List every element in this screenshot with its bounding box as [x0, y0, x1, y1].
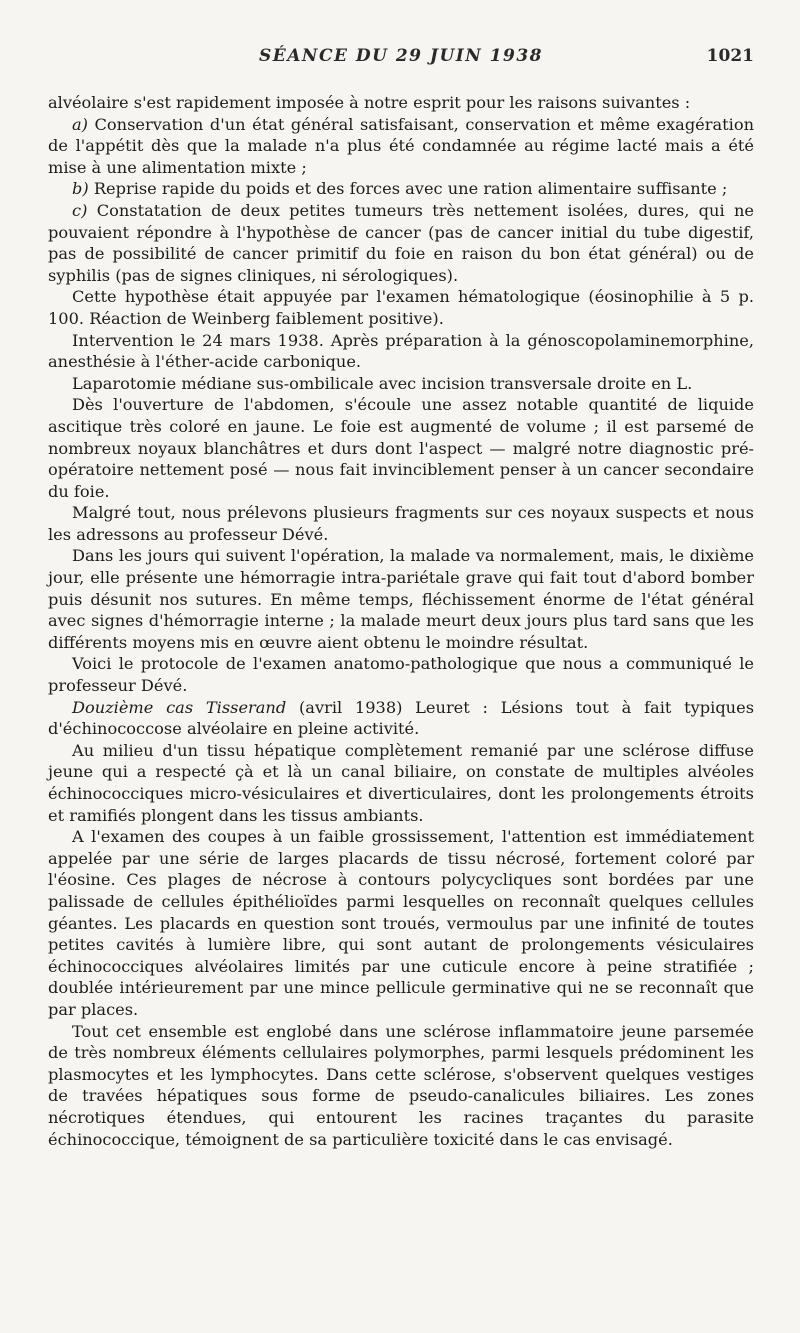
list-item-a — [48, 114, 754, 179]
paragraph-text: alvéolaire s'est rapidement imposée à notre esprit pour les raisons suivantes : — [48, 93, 691, 112]
paragraph — [48, 502, 754, 545]
paragraph-text: Dès l'ouverture de l'abdomen, s'écoule une assez notable quantité de liquide ascitique très coloré en jaune. Le foie est augmenté de volume ; il est parsemé de nombreux noyaux blanchâtres et durs dont l'aspect — malgré notre diagnostic pré-opératoire nettement posé — nous fait invinciblement penser à un cancer secondaire du foie. — [48, 395, 754, 501]
paragraph-text: Constatation de deux petites tumeurs très nettement isolées, dures, qui ne pouvaient répondre à l'hypothèse de cancer (pas de cancer initial du tube digestif, pas de possibilité de cancer primitif du foie en raison du bon état général) ou de syphilis (pas de signes cliniques, ni sérologiques). — [48, 200, 754, 285]
paragraph-text: Cette hypothèse était appuyée par l'examen hématologique (éosinophilie à 5 p. 100. Réaction de Weinberg faiblement positive). — [48, 287, 754, 328]
paragraph-text: Conservation d'un état général satisfaisant, conservation et même exagération de l'appétit dès que la malade n'a plus été condamnée au régime lacté mais a été mise à une alimentation mixte ; — [48, 114, 754, 177]
paragraph-text: Laparotomie médiane sus-ombilicale avec incision transversale droite en L. — [72, 373, 693, 393]
paragraph — [48, 653, 754, 696]
paragraph — [48, 394, 754, 502]
case-title: Douzième cas Tisserand — [72, 697, 287, 717]
paragraph — [48, 545, 754, 653]
list-marker: a) — [72, 114, 88, 134]
paragraph — [48, 373, 754, 395]
paragraph-text: A l'examen des coupes à un faible grossissement, l'attention est immédiatement appelée par une série de larges placards de tissu nécrosé, fortement coloré par l'éosine. Ces plages de nécrose à contours polycycliques sont bordées par une palissade de cellules épithélioïdes parmi lesquelles on reconnaît quelques cellules géantes. Les placards en question sont troués, vermoulus par une infinité de toutes petites cavités à lumière libre, qui sont autant de prolongements vésiculaires échinococciques alvéolaires limités par une cuticule encore à peine stratifiée ; doublée intérieurement par une mince pellicule germinative qui ne se reconnaît que par places. — [48, 827, 754, 1019]
article-body — [48, 92, 754, 1150]
list-marker: c) — [72, 200, 88, 220]
paragraph-text: Malgré tout, nous prélevons plusieurs fragments sur ces noyaux suspects et nous les adressons au professeur Dévé. — [48, 503, 754, 544]
page-header — [48, 40, 754, 80]
paragraph — [48, 330, 754, 373]
journal-page — [48, 40, 754, 1150]
paragraph — [48, 1021, 754, 1151]
paragraph-text: Reprise rapide du poids et des forces avec une ration alimentaire suffisante ; — [88, 179, 728, 199]
paragraph-text: Tout cet ensemble est englobé dans une sclérose inflammatoire jeune parsemée de très nombreux éléments cellulaires polymorphes, parmi lesquels prédominent les plasmocytes et les lymphocytes. Dans cette sclérose, s'observent quelques vestiges de travées hépatiques sous forme de pseudo-canalicules biliaires. Les zones nécrotiques étendues, qui entourent les racines traçantes du parasite échinococcique, témoignent de sa particulière toxicité dans le cas envisagé. — [48, 1021, 754, 1149]
list-item-c — [48, 200, 754, 286]
paragraph — [48, 826, 754, 1020]
paragraph-text: Au milieu d'un tissu hépatique complètement remanié par une sclérose diffuse jeune qui a respecté çà et là un canal biliaire, on constate de multiples alvéoles échinococciques micro-vésiculaires et diverticulaires, dont les prolongements étroits et ramifiés plongent dans les tissus ambiants. — [48, 740, 754, 825]
paragraph-text: Voici le protocole de l'examen anatomo-pathologique que nous a communiqué le professeur Dévé. — [48, 654, 754, 696]
page-number: 1021 — [706, 46, 754, 66]
list-marker: b) — [72, 179, 89, 199]
paragraph-text: Intervention le 24 mars 1938. Après préparation à la génoscopolaminemorphine, anesthésie à l'éther-acide carbonique. — [48, 330, 754, 372]
list-item-b — [48, 178, 754, 200]
case-heading-paragraph — [48, 697, 754, 740]
paragraph-text: (avril 1938) Leuret : Lésions tout à fait typiques d'échinococcose alvéolaire en pleine activité. — [48, 697, 754, 739]
paragraph-text: Dans les jours qui suivent l'opération, la malade va normalement, mais, le dixième jour, elle présente une hémorragie intra-pariétale grave qui fait tout d'abord bomber puis désunit nos sutures. En même temps, fléchissement énorme de l'état général avec signes d'hémorragie interne ; la malade meurt deux jours plus tard sans que les différents moyens mis en œuvre aient obtenu le moindre résultat. — [48, 546, 754, 652]
paragraph — [48, 740, 754, 826]
running-title: SÉANCE DU 29 JUIN 1938 — [258, 46, 544, 66]
paragraph — [48, 286, 754, 329]
paragraph-continuation — [48, 92, 754, 114]
